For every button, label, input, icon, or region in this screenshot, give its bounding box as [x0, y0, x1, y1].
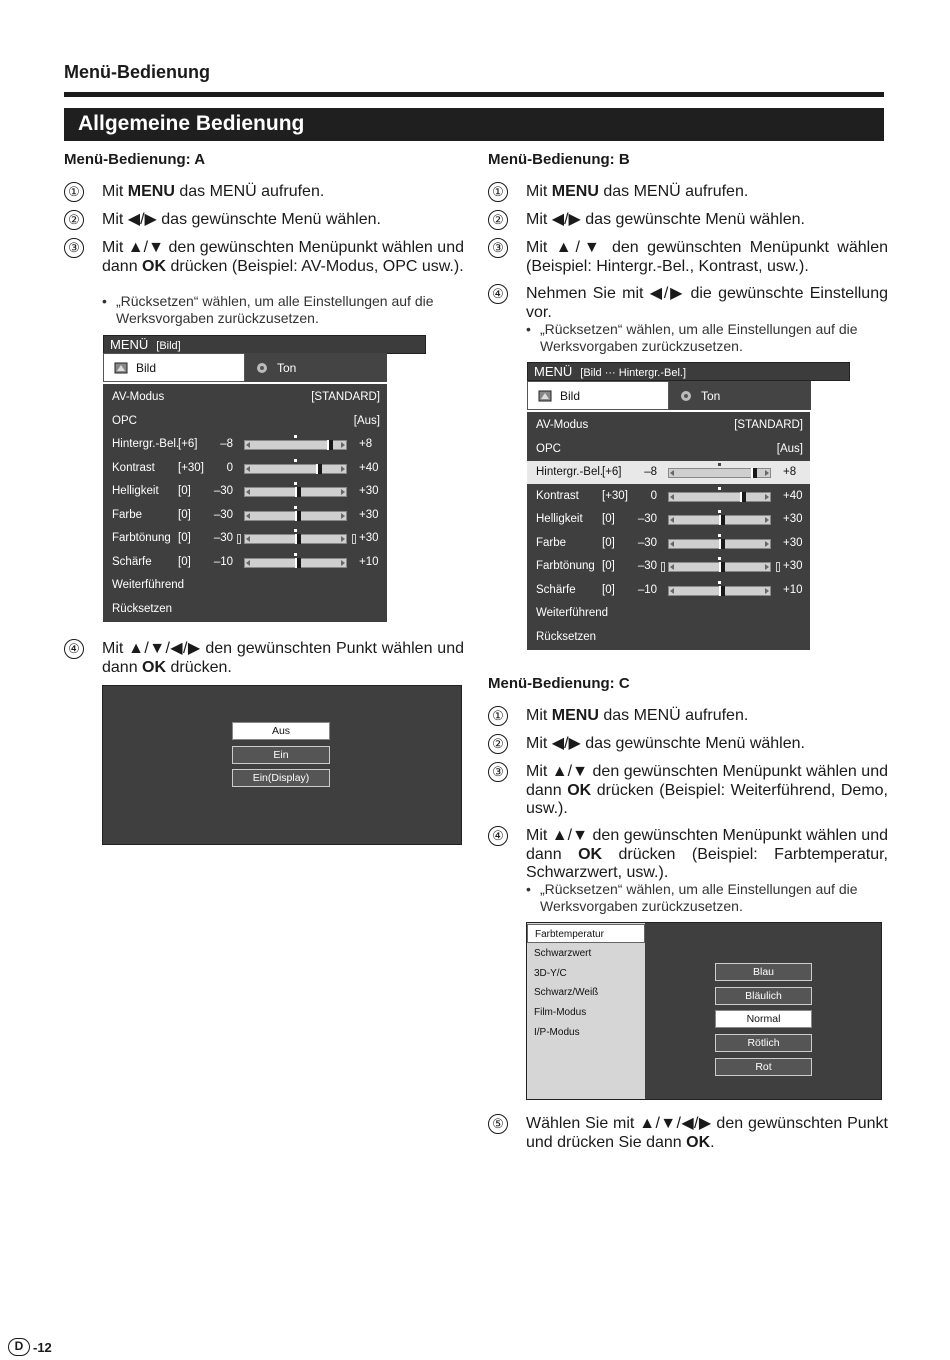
left-arrow-icon	[246, 489, 250, 495]
step-number: ③	[488, 762, 508, 782]
row-value: [STANDARD]	[734, 419, 803, 431]
left-arrow-icon	[670, 494, 674, 500]
menu-c-item[interactable]: Schwarzwert	[534, 947, 592, 959]
slider-thumb[interactable]	[751, 468, 757, 478]
slider-thumb[interactable]	[295, 534, 301, 544]
section-title: Menü-Bedienung	[64, 62, 210, 82]
slider-center-mark	[294, 506, 297, 509]
row-label: Rücksetzen	[536, 630, 597, 643]
row-label: Hintergr.-Bel.	[536, 466, 604, 478]
colC-heading: Menü-Bedienung: C	[488, 675, 630, 692]
slider-center-mark	[718, 534, 721, 537]
slider[interactable]	[668, 515, 771, 525]
menu-b-crumb: [Bild ··· Hintergr.-Bel.]	[580, 367, 687, 379]
menu-b-title: MENÜ	[534, 364, 573, 379]
menu-row[interactable]	[103, 386, 387, 409]
row-bracket-value: [+30]	[178, 461, 204, 474]
row-label: Kontrast	[112, 461, 155, 474]
key-label: MENU	[551, 183, 599, 200]
step-number: ①	[488, 182, 508, 202]
key-label: OK	[142, 658, 167, 676]
page-banner: Allgemeine Bedienung	[64, 108, 884, 141]
step-text: Mit ◀/▶ das gewünschte Menü wählen.	[102, 211, 381, 228]
option-button[interactable]: Normal	[715, 1010, 812, 1028]
row-bracket-value: [0]	[178, 532, 191, 544]
note-text: „Rücksetzen“ wählen, um alle Einstellungen auf die Werksvorgaben zurückzusetzen.	[540, 881, 858, 914]
right-arrow-icon	[341, 466, 345, 472]
slider-min: 0	[650, 489, 657, 502]
page-label: -12	[33, 1339, 52, 1355]
right-arrow-icon	[765, 564, 769, 570]
slider-min: –30	[213, 532, 233, 544]
bullet: •	[526, 321, 531, 337]
left-arrow-icon	[670, 470, 674, 476]
colB-heading: Menü-Bedienung: B	[488, 151, 630, 168]
menu-b-tabs	[527, 381, 811, 410]
menu-row[interactable]	[527, 485, 810, 508]
slider-thumb[interactable]	[740, 492, 746, 502]
menu-a-crumb: [Bild]	[156, 340, 181, 352]
menu-a-tabs	[103, 353, 387, 382]
step-text: Mit ▲/▼/◀/▶ den gewünschten Punkt wählen und dann OK drücken.	[102, 640, 464, 676]
speaker-icon	[255, 362, 269, 374]
row-label: Farbe	[536, 536, 567, 549]
menu-a-title: MENÜ	[110, 337, 149, 352]
menu-c-item[interactable]: I/P-Modus	[534, 1027, 580, 1038]
step-number: ②	[488, 210, 508, 230]
slider-max: +30	[359, 485, 379, 497]
row-bracket-value: [0]	[602, 536, 615, 549]
row-bracket-value: [+6]	[602, 466, 622, 478]
row-value: [STANDARD]	[311, 391, 380, 403]
slider[interactable]	[668, 539, 771, 549]
slider-max: +30	[783, 513, 803, 525]
slider-center-mark	[718, 463, 721, 466]
step-number: ③	[488, 238, 508, 258]
slider-thumb[interactable]	[295, 511, 301, 521]
row-label: Schärfe	[536, 583, 576, 596]
left-arrow-icon	[670, 517, 674, 523]
hue-end-marker	[352, 534, 356, 544]
slider-max: +30	[359, 508, 379, 521]
step-text: Mit MENU das MENÜ aufrufen.	[526, 183, 749, 200]
key-label: OK	[142, 257, 167, 275]
step-text: Mit ▲/▼ den gewünschten Menüpunkt wählen und dann OK drücken (Beispiel: Weiterführend, Demo, usw.).	[526, 763, 889, 817]
slider-thumb[interactable]	[295, 487, 301, 497]
tab-bild[interactable]	[527, 381, 669, 410]
note-text: „Rücksetzen“ wählen, um alle Einstellungen auf die Werksvorgaben zurückzusetzen.	[540, 321, 858, 354]
menu-c-item[interactable]: Farbtemperatur	[527, 924, 645, 943]
slider[interactable]	[244, 464, 347, 474]
hue-end-marker	[661, 562, 665, 572]
step-text: Mit ▲/▼ den gewünschten Menüpunkt wählen und dann OK drücken (Beispiel: AV-Modus, OPC usw.).	[102, 239, 464, 275]
menu-b-panel	[527, 412, 810, 650]
slider-min: –8	[220, 438, 233, 450]
step-number: ③	[64, 238, 84, 258]
slider-max: +10	[359, 555, 379, 568]
menu-row[interactable]	[527, 508, 810, 531]
slider-max: +40	[359, 461, 379, 474]
page-number	[8, 1338, 52, 1356]
row-bracket-value: [0]	[602, 560, 615, 572]
menu-row[interactable]	[103, 598, 387, 621]
menu-row[interactable]	[527, 461, 810, 484]
left-arrow-icon	[246, 442, 250, 448]
slider-max: +30	[783, 560, 803, 572]
slider-max: +30	[783, 536, 803, 549]
slider-min: –8	[644, 466, 657, 478]
step-number: ④	[64, 639, 84, 659]
menu-c-item[interactable]: Film-Modus	[534, 1007, 587, 1019]
row-label: Helligkeit	[112, 485, 159, 497]
slider-thumb[interactable]	[316, 464, 322, 474]
option-button[interactable]: Ein(Display)	[232, 769, 330, 787]
step-number: ①	[64, 182, 84, 202]
slider-center-mark	[294, 553, 297, 556]
slider[interactable]	[244, 487, 347, 497]
slider-max: +8	[359, 438, 373, 450]
slider-thumb[interactable]	[295, 558, 301, 568]
key-label: MENU	[127, 183, 175, 200]
menu-c-list	[527, 923, 645, 1099]
slider-center-mark	[718, 581, 721, 584]
step-text: Nehmen Sie mit ◀/▶ die gewünschte Einstellung vor.	[526, 285, 888, 321]
slider-max: +8	[783, 466, 797, 478]
menu-a-panel	[103, 384, 387, 622]
right-arrow-icon	[765, 470, 769, 476]
slider-max: +10	[783, 583, 803, 596]
step-number: ⑤	[488, 1114, 508, 1134]
menu-row[interactable]	[527, 438, 810, 461]
bullet: •	[102, 293, 107, 309]
right-arrow-icon	[341, 536, 345, 542]
left-arrow-icon	[246, 513, 250, 519]
row-bracket-value: [0]	[602, 583, 615, 596]
left-arrow-icon	[246, 466, 250, 472]
tab-ton[interactable]	[669, 381, 811, 410]
option-panel-a	[102, 685, 462, 845]
row-label: Weiterführend	[536, 607, 609, 619]
row-label: AV-Modus	[112, 391, 165, 403]
tab-label: Ton	[277, 360, 297, 375]
right-arrow-icon	[765, 541, 769, 547]
slider-min: 0	[226, 461, 233, 474]
slider-min: –30	[213, 485, 233, 497]
menu-row[interactable]	[103, 504, 387, 527]
slider-center-mark	[718, 510, 721, 513]
row-bracket-value: [0]	[602, 513, 615, 525]
option-button[interactable]: Rötlich	[715, 1034, 812, 1052]
slider[interactable]	[668, 562, 771, 572]
slider-center-mark	[294, 459, 297, 462]
tab-label: Bild	[136, 360, 157, 375]
left-arrow-icon	[246, 560, 250, 566]
step-text: Mit ◀/▶ das gewünschte Menü wählen.	[526, 211, 805, 228]
left-arrow-icon	[670, 588, 674, 594]
bullet: •	[526, 881, 531, 897]
key-label: MENU	[551, 707, 599, 724]
step-number: ②	[488, 734, 508, 754]
row-bracket-value: [0]	[178, 555, 191, 568]
option-button[interactable]: Blau	[715, 963, 812, 981]
slider-thumb[interactable]	[719, 586, 725, 596]
option-button[interactable]: Aus	[232, 722, 330, 740]
tab-ton[interactable]	[245, 353, 387, 382]
key-label: OK	[578, 845, 603, 863]
menu-row[interactable]	[103, 433, 387, 456]
hue-end-marker	[776, 562, 780, 572]
slider-min: –30	[213, 508, 233, 521]
right-arrow-icon	[341, 442, 345, 448]
language-badge: D	[8, 1338, 30, 1356]
menu-c-item[interactable]: Schwarz/Weiß	[534, 987, 599, 999]
right-arrow-icon	[341, 489, 345, 495]
menu-row[interactable]	[103, 457, 387, 480]
step-text: Mit ▲/▼ den gewünschten Menüpunkt wählen (Beispiel: Hintergr.-Bel., Kontrast, usw.).	[526, 239, 888, 275]
row-label: Farbtönung	[536, 560, 595, 572]
menu-c-panel	[526, 922, 882, 1100]
slider-center-mark	[294, 482, 297, 485]
step-text: Wählen Sie mit ▲/▼/◀/▶ den gewünschten Punkt und drücken Sie dann OK.	[526, 1115, 888, 1151]
picture-icon	[114, 362, 128, 374]
picture-icon	[538, 390, 552, 402]
tab-bild[interactable]	[103, 353, 245, 382]
step-text: Mit MENU das MENÜ aufrufen.	[102, 183, 325, 200]
row-bracket-value: [+30]	[602, 489, 628, 502]
left-arrow-icon	[670, 564, 674, 570]
step-text: Mit MENU das MENÜ aufrufen.	[526, 707, 749, 724]
left-arrow-icon	[246, 536, 250, 542]
row-label: Rücksetzen	[112, 602, 173, 615]
slider[interactable]	[244, 558, 347, 568]
slider-thumb[interactable]	[327, 440, 333, 450]
menu-row[interactable]	[527, 555, 810, 578]
row-label: Farbe	[112, 508, 143, 521]
left-arrow-icon	[670, 541, 674, 547]
right-arrow-icon	[341, 560, 345, 566]
menu-row[interactable]	[103, 551, 387, 574]
slider[interactable]	[668, 586, 771, 596]
option-button[interactable]: Rot	[715, 1058, 812, 1076]
row-label: Weiterführend	[112, 579, 185, 591]
key-label: OK	[567, 781, 592, 799]
slider-thumb[interactable]	[719, 539, 725, 549]
right-arrow-icon	[765, 494, 769, 500]
menu-row[interactable]	[527, 626, 810, 649]
row-bracket-value: [+6]	[178, 438, 198, 450]
row-value: [Aus]	[776, 442, 803, 455]
row-label: Hintergr.-Bel.	[112, 438, 180, 450]
slider-max: +30	[359, 532, 379, 544]
speaker-icon	[679, 390, 693, 402]
menu-a-bar	[103, 335, 426, 354]
note-text: „Rücksetzen“ wählen, um alle Einstellungen auf die Werksvorgaben zurückzusetzen.	[116, 293, 434, 326]
row-label: Kontrast	[536, 489, 579, 502]
slider-thumb[interactable]	[719, 562, 725, 572]
right-arrow-icon	[765, 517, 769, 523]
row-bracket-value: [0]	[178, 508, 191, 521]
menu-b-bar	[527, 362, 850, 381]
slider-min: –10	[637, 583, 657, 596]
tab-label: Ton	[701, 388, 721, 403]
slider[interactable]	[668, 468, 771, 478]
colA-heading: Menü-Bedienung: A	[64, 151, 206, 168]
right-arrow-icon	[341, 513, 345, 519]
menu-row[interactable]	[527, 579, 810, 602]
slider-max: +40	[783, 489, 803, 502]
tab-label: Bild	[560, 388, 581, 403]
key-label: OK	[686, 1133, 711, 1151]
slider[interactable]	[668, 492, 771, 502]
option-button[interactable]: Bläulich	[715, 987, 812, 1005]
slider-center-mark	[294, 529, 297, 532]
row-label: OPC	[112, 414, 137, 427]
right-arrow-icon	[765, 588, 769, 594]
slider-center-mark	[718, 557, 721, 560]
menu-row[interactable]	[103, 480, 387, 503]
menu-row[interactable]	[527, 414, 810, 437]
row-value: [Aus]	[353, 414, 380, 427]
step-number: ④	[488, 826, 508, 846]
row-label: AV-Modus	[536, 419, 589, 431]
slider[interactable]	[244, 534, 347, 544]
slider-thumb[interactable]	[719, 515, 725, 525]
slider-min: –30	[637, 560, 657, 572]
row-bracket-value: [0]	[178, 485, 191, 497]
option-button[interactable]: Ein	[232, 746, 330, 764]
slider-center-mark	[294, 435, 297, 438]
row-label: Farbtönung	[112, 532, 171, 544]
row-label: OPC	[536, 442, 561, 455]
menu-row[interactable]	[527, 602, 810, 625]
menu-c-item[interactable]: 3D-Y/C	[534, 967, 567, 979]
slider-center-mark	[718, 487, 721, 490]
row-label: Schärfe	[112, 555, 152, 568]
step-number: ①	[488, 706, 508, 726]
menu-row[interactable]	[103, 574, 387, 597]
menu-row[interactable]	[103, 527, 387, 550]
top-rule	[64, 92, 884, 97]
slider-min: –10	[213, 555, 233, 568]
slider-min: –30	[637, 513, 657, 525]
menu-row[interactable]	[527, 532, 810, 555]
step-text: Mit ▲/▼ den gewünschten Menüpunkt wählen und dann OK drücken (Beispiel: Farbtemperatur, Schwarzwert, usw.).	[526, 827, 888, 881]
slider-min: –30	[637, 536, 657, 549]
slider[interactable]	[244, 511, 347, 521]
hue-end-marker	[237, 534, 241, 544]
step-text: Mit ◀/▶ das gewünschte Menü wählen.	[526, 735, 805, 752]
step-number: ②	[64, 210, 84, 230]
step-number: ④	[488, 284, 508, 304]
row-label: Helligkeit	[536, 513, 583, 525]
menu-row[interactable]	[103, 410, 387, 433]
slider[interactable]	[244, 440, 347, 450]
